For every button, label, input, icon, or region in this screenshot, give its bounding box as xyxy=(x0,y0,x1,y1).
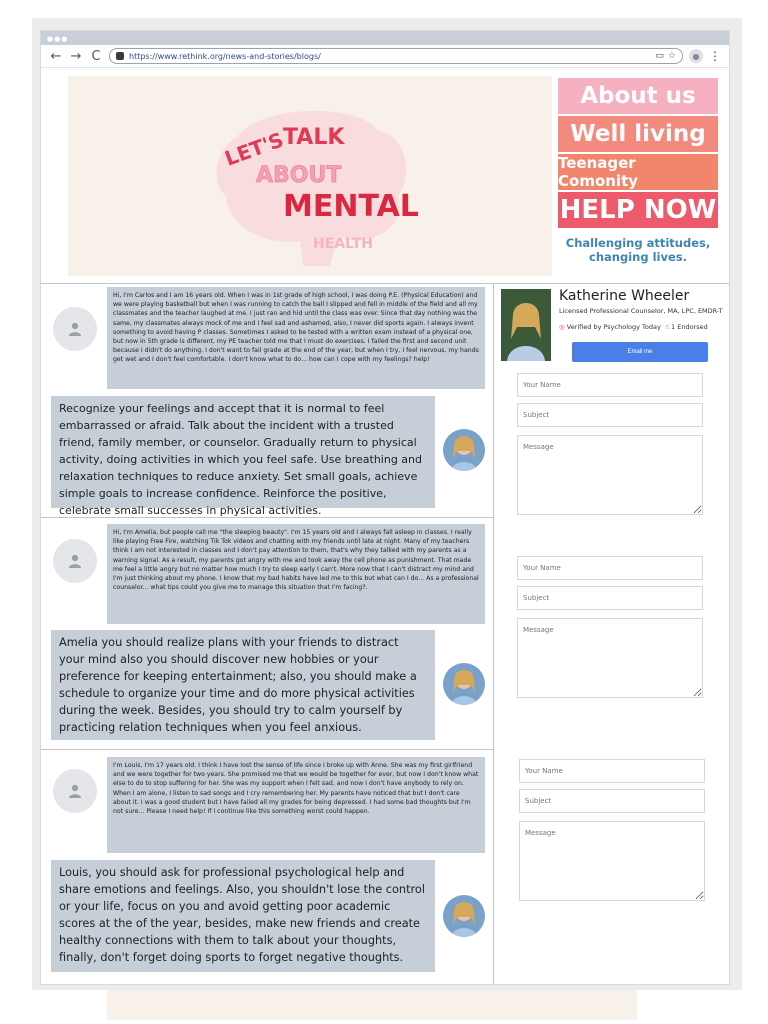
email-me-button[interactable]: Email me xyxy=(572,342,708,362)
person-icon xyxy=(67,321,83,337)
brain-word-talk: TALK xyxy=(283,125,345,150)
reload-icon[interactable]: C xyxy=(91,48,101,64)
subject-field[interactable] xyxy=(519,789,705,813)
answer-bubble: Amelia you should realize plans with your friends to distract your mind also you should discover new hobbies or your preference for keeping entertainment; also, you should make a schedule to organize your time and do more physical activities during the week. Besides, you should try to calm yourself by practicing relation techniques when you feel anxious. xyxy=(51,630,435,740)
bookmark-star-icon[interactable]: ☆ xyxy=(667,51,676,61)
section-divider xyxy=(41,283,730,284)
bottom-strip xyxy=(107,990,637,1020)
verification-row xyxy=(559,323,708,331)
person-icon xyxy=(67,553,83,569)
verified-text: Verified by Psychology Today xyxy=(566,323,661,331)
url-field[interactable] xyxy=(109,48,683,64)
menu-about-us[interactable]: About us xyxy=(558,78,718,114)
thumbs-up-icon: ☝ xyxy=(664,323,669,331)
post-divider xyxy=(41,749,493,750)
title-bar xyxy=(41,31,729,45)
forward-icon[interactable]: → xyxy=(70,48,82,64)
endorsed-text: 1 Endorsed xyxy=(671,323,708,331)
counselor-credentials: Licensed Professional Counselor, MA, LPC, EMDR-T xyxy=(559,307,723,315)
user-avatar-icon xyxy=(53,307,97,351)
counselor-avatar xyxy=(443,663,485,705)
column-divider xyxy=(493,283,494,985)
answer-bubble: Recognize your feelings and accept that it is normal to feel embarrassed or afraid. Talk about the incident with a trusted friend, family member, or counselor. Gradually return to physical activity, doing activities in which you feel safe. Use breathing and relaxation techniques to reduce anxiety. Set small goals, achieve simple goals to increase confidence. Reinforce the positive, celebrate small successes in physical activities. xyxy=(51,396,435,508)
message-field[interactable] xyxy=(517,618,703,698)
message-field[interactable] xyxy=(517,435,703,515)
counselor-profile-photo xyxy=(501,289,551,361)
tagline xyxy=(558,236,718,264)
brain-word-about: ABOUT xyxy=(256,163,342,188)
counselor-name: Katherine Wheeler xyxy=(559,288,690,304)
menu-help-now[interactable]: HELP NOW xyxy=(558,192,718,228)
tagline-line-1: Challenging attitudes, xyxy=(565,236,711,250)
person-icon xyxy=(67,783,83,799)
answer-bubble: Louis, you should ask for professional psychological help and share emotions and feelings. Also, you shouldn't lose the control or your life, focus on you and avoid getting poor academic scores at the of the year, besides, make new friends and create healthy connections with them to talk about your thoughts, finally, don't forget doing sports to forget negative thoughts. xyxy=(51,860,435,972)
your-name-field[interactable] xyxy=(517,556,703,580)
brain-word-lets: LET'S xyxy=(221,127,287,171)
message-field[interactable] xyxy=(519,821,705,901)
your-name-field[interactable] xyxy=(517,373,703,397)
back-icon[interactable]: ← xyxy=(50,48,62,64)
user-avatar-icon xyxy=(53,769,97,813)
menu-teenager-community[interactable]: Teenager Comonity xyxy=(558,154,718,190)
address-bar xyxy=(41,45,729,68)
verified-icon: ◎ xyxy=(559,323,565,331)
hero-banner xyxy=(68,76,552,276)
menu-well-living[interactable]: Well living xyxy=(558,116,718,152)
question-bubble: Hi, I'm Carlos and I am 16 years old. When I was in 1st grade of high school, I was doing P.E. (Physical Education) and we were playing basketball but when I was running to catch the ball I slipped and fell in middle of the field and all my classmates and the teacher laughed at me. I just ran and hid until the class was over. Since that day nothing was the same, my classmates always mock of me and I feel sad and ashamed, also, I never did sports again. I always invent something to avoid having P classes. Sometimes I asked to be tested with a written exam instead of a physical one, but now in 5th grade is different, my PE teacher told me that I must do exercises. I failed the first and second unit because I didn't do anything. I don't want to fail grade at the end of the year, but when I try, I feel nervous, my hands get wet and I don't feel comfortable. I don't know what to do... how can I cope with my feelings? help! xyxy=(107,287,485,389)
counselor-avatar xyxy=(443,895,485,937)
brain-word-health: HEALTH xyxy=(313,236,373,252)
question-bubble: I'm Louis, I'm 17 years old. I think I have lost the sense of life since I broke up with Anne. She was my first girlfriend and we were together for two years. She promised me that we would be together for ever, but now I don't know what else to do to stop suffering for her. She was my support when I felt sad, and now I don't have anybody to rely on. When I am alone, I listen to sad songs and I cry remembering her. My parents have noticed that but I don't care about it. I was a good student but I have failed all my grades for being depressed. I had some bad thoughts but I'm not sure... Please I need help! If I continue like this something worst could happen. xyxy=(107,757,485,853)
tagline-line-2: changing lives. xyxy=(589,250,687,264)
brain-illustration xyxy=(68,76,552,276)
browser-menu-icon[interactable]: ⋮ xyxy=(709,49,721,63)
your-name-field[interactable] xyxy=(519,759,705,783)
window-controls[interactable]: ●●● xyxy=(47,35,69,43)
profile-icon[interactable]: ● xyxy=(689,49,703,63)
side-menu xyxy=(558,78,718,264)
counselor-avatar xyxy=(443,429,485,471)
question-bubble: Hi, I'm Amelia, but people call me "the sleeping beauty". I'm 15 years old and I always fall asleep in classes. I really like playing Free Fire, watching Tik Tok videos and chatting with my friends until late at night. Many of my teachers think I am not interested in classes and I don't pay attention to them, that's why they talked with my parents as a warning signal. As a result, my parents got angry with me and took away the cell phone as punishment. That made me feel a little angry but no matter how much I try to sleep early I can't. More now that I can't distract my mind and I'm just thinking about my phone. I know that my bad habits have led me to this but what can I do... As a professional counselor... what tips could you give me to manage this situation that I'm facing?. xyxy=(107,524,485,624)
subject-field[interactable] xyxy=(517,403,703,427)
subject-field[interactable] xyxy=(517,586,703,610)
cast-icon[interactable]: ▭ xyxy=(655,51,664,61)
url-text: https://www.rethink.org/news-and-stories/blogs/ xyxy=(129,51,321,61)
brain-word-mental: MENTAL xyxy=(283,189,419,224)
user-avatar-icon xyxy=(53,539,97,583)
site-info-icon[interactable] xyxy=(116,52,124,60)
browser-window xyxy=(40,30,730,985)
